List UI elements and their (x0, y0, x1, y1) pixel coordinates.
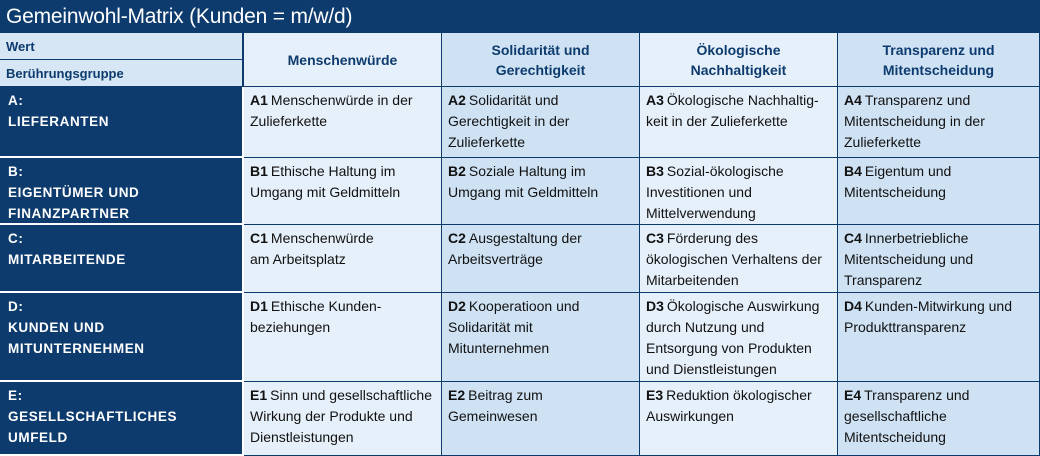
corner-header (0, 33, 244, 87)
cell-code: C4 (844, 230, 862, 246)
matrix-cell-e1 (244, 382, 442, 456)
matrix-table (0, 33, 1040, 456)
row-name: GESELLSCHAFTLICHES UMFELD (8, 409, 178, 445)
column-header-menschenwuerde (244, 33, 442, 87)
value-axis-label: Wert (6, 38, 35, 54)
column-header-solidaritaet (442, 33, 640, 87)
cell-text: Ökologische Auswirkung durch Nutzung und Entsorgung von Produkten und Dienstleistungen (646, 298, 820, 377)
cell-code: E4 (844, 387, 862, 403)
matrix-cell-a2 (442, 87, 640, 158)
matrix-cell-a4 (838, 87, 1040, 158)
row-name: KUNDEN UND MITUNTERNEHMEN (8, 320, 145, 356)
matrix-cell-b2 (442, 158, 640, 225)
cell-code: A4 (844, 92, 862, 108)
row-header-e (0, 382, 244, 456)
matrix-cell-c3 (640, 225, 838, 293)
cell-code: C1 (250, 230, 268, 246)
cell-text: Ethische Haltung im Umgang mit Geldmitteln (250, 163, 401, 200)
cell-text: Sozial-ökologische Investitionen und Mittelverwendung (646, 163, 784, 221)
cell-code: C2 (448, 230, 466, 246)
cell-code: C3 (646, 230, 664, 246)
cell-code: E3 (646, 387, 664, 403)
cell-text: Sinn und gesellschaftliche Wirkung der Produkte und Dienstleistungen (250, 387, 433, 445)
cell-text: Kunden-Mitwirkung und Produkttransparenz (844, 298, 1012, 335)
cell-text: Menschenwürde in der Zulieferkette (250, 92, 413, 129)
cell-code: B2 (448, 163, 466, 179)
cell-text: Eigentum und Mitentscheidung (844, 163, 952, 200)
row-header-c (0, 225, 244, 293)
matrix-cell-a1 (244, 87, 442, 158)
matrix-cell-c1 (244, 225, 442, 293)
row-code: E: (8, 388, 23, 403)
matrix-cell-c2 (442, 225, 640, 293)
matrix-cell-d2 (442, 293, 640, 382)
column-header-label: Solidarität und Gerechtigkeit (491, 41, 590, 78)
row-code: C: (8, 231, 24, 246)
row-name: LIEFERANTEN (8, 114, 110, 129)
cell-text: Innerbetriebliche Mitentscheidung und Transparenz (844, 230, 974, 288)
row-header-a (0, 87, 244, 158)
cell-code: A3 (646, 92, 664, 108)
column-header-oekologie (640, 33, 838, 87)
cell-text: Beitrag zum Gemeinwesen (448, 387, 543, 424)
cell-code: E2 (448, 387, 466, 403)
row-code: A: (8, 93, 24, 108)
column-header-label: Ökologische Nachhaltigkeit (690, 41, 787, 78)
column-header-transparenz (838, 33, 1040, 87)
cell-text: Ethische Kunden- beziehungen (250, 298, 382, 335)
row-code: D: (8, 299, 24, 314)
matrix-cell-d3 (640, 293, 838, 382)
cell-text: Menschenwürde am Arbeitsplatz (250, 230, 374, 267)
matrix-cell-e4 (838, 382, 1040, 456)
cell-code: E1 (250, 387, 268, 403)
stakeholder-axis-label: Berührungsgruppe (0, 59, 242, 86)
cell-text: Solidarität und Gerechtigkeit in der Zulieferkette (448, 92, 570, 150)
cell-text: Soziale Haltung im Umgang mit Geldmitteln (448, 163, 599, 200)
cell-text: Ausgestaltung der Arbeitsverträge (448, 230, 582, 267)
row-name: EIGENTÜMER UND FINANZPARTNER (8, 185, 140, 221)
cell-code: A1 (250, 92, 268, 108)
cell-code: B1 (250, 163, 268, 179)
matrix-title: Gemeinwohl-Matrix (Kunden = m/w/d) (0, 0, 1040, 33)
matrix-cell-d1 (244, 293, 442, 382)
column-header-label: Transparenz und Mitentscheidung (882, 41, 995, 78)
cell-code: A2 (448, 92, 466, 108)
matrix-cell-b4 (838, 158, 1040, 225)
column-header-label: Menschenwürde (287, 51, 398, 68)
cell-code: D3 (646, 298, 664, 314)
matrix-cell-b1 (244, 158, 442, 225)
matrix-cell-e2 (442, 382, 640, 456)
cell-text: Transparenz und gesellschaftliche Mitentscheidung (844, 387, 970, 445)
cell-code: B4 (844, 163, 862, 179)
cell-text: Transparenz und Mitentscheidung in der Zulieferkette (844, 92, 985, 150)
matrix-cell-b3 (640, 158, 838, 225)
cell-text: Kooperatioon und Solidarität mit Mitunternehmen (448, 298, 580, 356)
cell-text: Förderung des ökologischen Verhaltens der Mitarbeitenden (646, 230, 822, 288)
cell-code: D4 (844, 298, 862, 314)
row-header-b (0, 158, 244, 225)
cell-code: D2 (448, 298, 466, 314)
matrix-cell-e3 (640, 382, 838, 456)
row-header-d (0, 293, 244, 382)
matrix-cell-a3 (640, 87, 838, 158)
cell-code: B3 (646, 163, 664, 179)
matrix-cell-c4 (838, 225, 1040, 293)
cell-text: Ökologische Nachhaltig- keit in der Zulieferkette (646, 92, 819, 129)
row-name: MITARBEITENDE (8, 252, 126, 267)
cell-code: D1 (250, 298, 268, 314)
row-code: B: (8, 164, 24, 179)
cell-text: Reduktion ökologischer Auswirkungen (646, 387, 812, 424)
matrix-cell-d4 (838, 293, 1040, 382)
